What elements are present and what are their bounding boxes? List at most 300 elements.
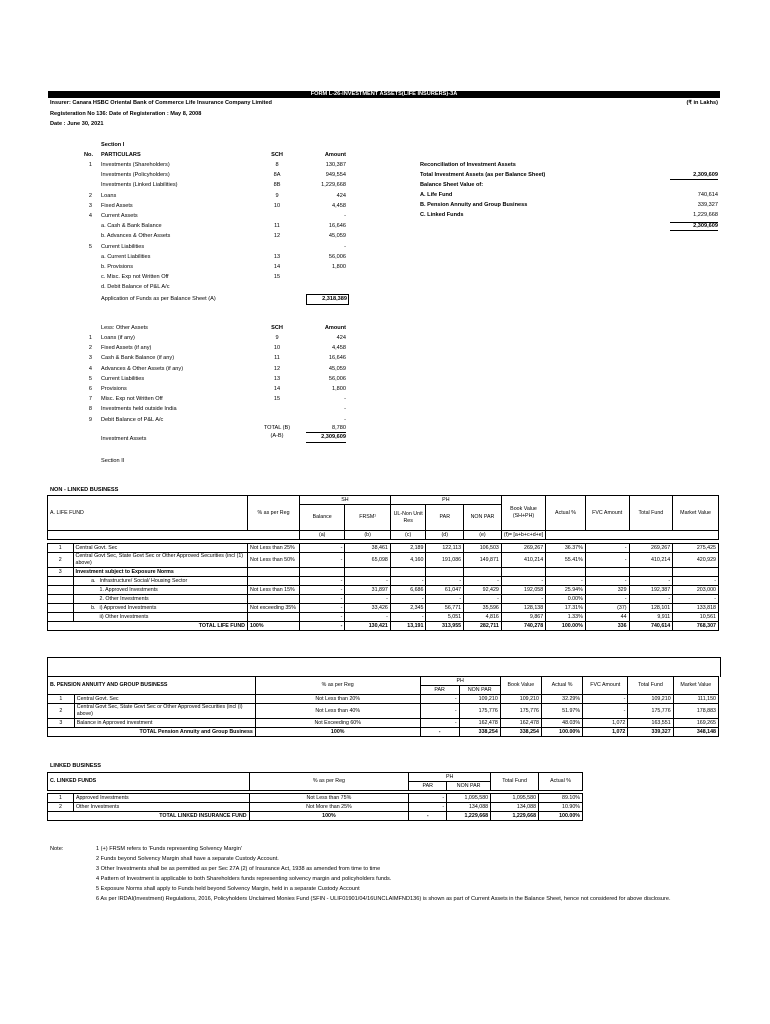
pension-row-tot: 163,551 — [628, 719, 673, 728]
pension-row-mkt: 111,150 — [673, 695, 718, 704]
less-row-no: 4 — [88, 365, 92, 372]
less-row-label: Loans (if any) — [101, 335, 135, 341]
pension-row-book: 175,776 — [500, 704, 541, 719]
col-no: No. — [84, 152, 94, 158]
life-row-book: - — [501, 577, 545, 586]
total-b-amount: 8,780 — [332, 425, 346, 431]
pension-row-mkt: 169,265 — [673, 719, 718, 728]
life-row-label-text: 2. Other Investments — [99, 595, 149, 602]
linked-h-total: Total Fund — [491, 773, 539, 791]
life-row-fvc: 329 — [585, 586, 629, 595]
pension-row-par: - — [420, 695, 459, 704]
less-row-no: 8 — [88, 406, 92, 413]
s1-row-amount: 424 — [336, 192, 346, 199]
linked-row-reg: Not Less than 75% — [249, 794, 409, 803]
life-row-par: - — [426, 577, 464, 586]
life-row-book — [501, 568, 545, 577]
less-row-label: Investments held outside India — [101, 406, 177, 413]
life-row-np: 4,816 — [464, 613, 502, 622]
recon-total-amount: 2,309,609 — [670, 172, 718, 180]
pension-row-tot: 109,210 — [628, 695, 673, 704]
life-row-frsm: - — [345, 595, 390, 604]
s1-row-label: b. Provisions — [101, 264, 134, 270]
pension-h-book: Book Value — [500, 677, 541, 695]
life-row-ul: 6,686 — [390, 586, 426, 595]
life-row-label — [73, 577, 247, 586]
life-row-no-text: 3 — [58, 568, 62, 575]
pension-row-act: 32.29% — [541, 695, 582, 704]
linked-row-par: - — [409, 803, 447, 812]
less-row-sch: 15 — [273, 396, 281, 403]
total-b-label: TOTAL (B) — [263, 425, 291, 431]
less-row-sch: 13 — [273, 375, 281, 382]
s1-row-sch: 13 — [273, 253, 281, 260]
less-row-amount: - — [344, 406, 346, 413]
life-row-fvc — [585, 568, 629, 577]
life-row-no — [48, 613, 74, 622]
less-row-no: 2 — [88, 345, 92, 352]
pension-row-book: 162,478 — [500, 719, 541, 728]
less-row-sch: 10 — [273, 345, 281, 352]
h-book-value: Book Value (SH+PH) — [501, 496, 545, 531]
life-fund-row — [48, 544, 719, 553]
pension-row-act: 48.03% — [541, 719, 582, 728]
spacer-box — [47, 657, 721, 677]
pension-h-market: Market Value — [673, 677, 718, 695]
pension-row-label: Balance in Approved investment — [74, 719, 255, 728]
pension-table — [47, 676, 719, 737]
s1-row-amount: 56,006 — [328, 253, 346, 260]
pension-total-nonpar: 338,254 — [459, 728, 500, 737]
recon-row-label: C. Linked Funds — [420, 212, 464, 218]
life-row-reg: Not Less than 15% — [248, 586, 300, 595]
life-row-np: - — [464, 577, 502, 586]
life-row-book: - — [501, 595, 545, 604]
life-row-fvc: 44 — [585, 613, 629, 622]
life-row-ul: 2,345 — [390, 604, 426, 613]
pension-h-reg: % as per Reg — [255, 677, 420, 695]
life-row-ul: 2,189 — [390, 544, 426, 553]
life-row-fvc: - — [585, 595, 629, 604]
life-total-actual: 100.00% — [546, 622, 586, 631]
less-row-label: Debit Balance of P&L A/c — [101, 416, 164, 423]
h-sh: SH — [299, 496, 390, 505]
investment-assets-amount: 2,309,609 — [306, 432, 346, 443]
life-row-reg — [248, 577, 300, 586]
life-row-bal — [299, 568, 344, 577]
linked-row-tot: 134,088 — [491, 803, 539, 812]
note-item: 5 Exposure Norms shall apply to Funds held beyond Solvency Margin, held in a separate Custody Account — [96, 886, 360, 892]
non-linked-heading: NON - LINKED BUSINESS — [50, 487, 119, 493]
recon-row-amount: 740,614 — [697, 192, 718, 198]
section2-heading: Section II — [101, 458, 125, 464]
life-row-mkt: 10,561 — [673, 613, 719, 622]
life-row-label — [73, 586, 247, 595]
col-particulars: PARTICULARS — [101, 152, 141, 158]
life-row-np: 92,429 — [464, 586, 502, 595]
pension-row — [48, 719, 719, 728]
life-row-ul: 4,160 — [390, 553, 426, 568]
s1-row-label: a. Current Liabilities — [101, 253, 151, 260]
life-row-bal: - — [299, 613, 344, 622]
s1-row-label: Current Liabilities — [101, 243, 145, 250]
life-row-tot: - — [629, 595, 673, 604]
sub-b: (b) — [345, 531, 390, 540]
life-row-label — [73, 613, 247, 622]
life-row-frsm — [345, 568, 390, 577]
life-row-mkt: 420,929 — [673, 553, 719, 568]
h-frsm: FRSM¹ — [345, 505, 390, 531]
life-fund-row — [48, 577, 719, 586]
s1-row-label: c. Misc. Exp not Written Off — [101, 274, 169, 281]
life-total-fund: 740,614 — [629, 622, 673, 631]
linked-row-np: 1,095,580 — [447, 794, 491, 803]
life-row-reg: Not Less than 25% — [248, 544, 300, 553]
life-row-tot: 269,267 — [629, 544, 673, 553]
s1-row-amount: 4,458 — [332, 202, 346, 209]
life-row-np — [464, 568, 502, 577]
less-row-label: Misc. Exp not Written Off — [101, 396, 163, 403]
life-row-label — [73, 544, 247, 553]
life-fund-row — [48, 595, 719, 604]
life-row-book: 410,214 — [501, 553, 545, 568]
h-market-value: Market Value — [673, 496, 719, 531]
pension-row-np: 175,776 — [459, 704, 500, 719]
life-row-par: - — [426, 595, 464, 604]
s1-row-amount: 45,059 — [328, 233, 346, 240]
linked-label: C. LINKED FUNDS — [48, 773, 250, 791]
life-row-fvc: - — [585, 544, 629, 553]
pension-total-fund: 339,327 — [628, 728, 673, 737]
life-row-par: 56,771 — [426, 604, 464, 613]
life-row-no-text: 2 — [58, 556, 62, 563]
life-row-no-text: 1 — [58, 544, 62, 551]
life-row-frsm: 33,426 — [345, 604, 390, 613]
s1-row-sch: 15 — [273, 274, 281, 281]
life-row-fvc: - — [585, 577, 629, 586]
s1-row-no: 3 — [88, 202, 92, 209]
s1-row-no: 4 — [88, 213, 92, 219]
note-item: 1 (+) FRSM refers to 'Funds representing Solvency Margin' — [96, 846, 242, 852]
life-row-reg — [248, 595, 300, 604]
pension-total-fvc: 1,072 — [583, 728, 628, 737]
life-row-label-text: Central Govt Sec, State Govt Sec or Other Approved Securities (incl (1) above) — [75, 553, 244, 566]
note-item: 4 Pattern of Investment is applicable to both Shareholders funds representing solvency margin and policyholders funds. — [96, 876, 392, 882]
s1-row-no: 1 — [88, 162, 92, 168]
life-row-book: 192,058 — [501, 586, 545, 595]
s1-row-label: a. Cash & Bank Balance — [101, 223, 162, 230]
life-row-act — [546, 568, 586, 577]
s1-row-sch: 9 — [275, 192, 279, 199]
investment-assets-label: Investment Assets — [101, 436, 147, 442]
less-row-no: 5 — [88, 375, 92, 382]
recon-bs-label: Balance Sheet Value of: — [420, 182, 484, 188]
sub-d: (d) — [426, 531, 464, 540]
life-row-frsm: - — [345, 577, 390, 586]
linked-row-no: 1 — [48, 794, 74, 803]
pension-h-nonpar: NON PAR — [459, 686, 500, 695]
less-row-sch: 9 — [275, 335, 279, 341]
less-row-sch: 14 — [273, 386, 281, 392]
life-row-mkt: - — [673, 595, 719, 604]
life-total-par: 313,955 — [426, 622, 464, 631]
linked-row-no: 2 — [48, 803, 74, 812]
life-row-mkt: 133,818 — [673, 604, 719, 613]
life-row-frsm: 38,461 — [345, 544, 390, 553]
pension-row-fvc: 1,072 — [583, 719, 628, 728]
life-row-bal: - — [299, 544, 344, 553]
pension-row-reg: Not Less than 40% — [255, 704, 420, 719]
sub-a: (a) — [299, 531, 344, 540]
less-row-amount: 16,646 — [328, 355, 346, 362]
units-label: (₹ in Lakhs) — [686, 100, 718, 106]
recon-heading: Reconciliation of Investment Assets — [420, 162, 516, 168]
life-fund-table — [47, 495, 719, 631]
life-fund-row — [48, 553, 719, 568]
pension-row-par: - — [420, 719, 459, 728]
life-row-fvc: (37) — [585, 604, 629, 613]
linked-heading: LINKED BUSINESS — [50, 763, 101, 769]
life-row-tot: 128,101 — [629, 604, 673, 613]
h-non-par: NON PAR — [464, 505, 502, 531]
life-row-tot — [629, 568, 673, 577]
pension-h-actual: Actual % — [541, 677, 582, 695]
life-row-act: - — [546, 577, 586, 586]
less-row-amount: - — [344, 416, 346, 423]
notes-label: Note: — [50, 846, 64, 852]
life-row-label-text: Central Govt. Sec — [75, 544, 118, 551]
recon-sum-amount: 2,309,609 — [670, 222, 718, 231]
linked-row — [48, 794, 583, 803]
pension-row-par: - — [420, 704, 459, 719]
h-balance: Balance — [299, 505, 344, 531]
col-amount-2: Amount — [324, 325, 346, 331]
s1-row-no: 5 — [88, 243, 92, 250]
form-title: FORM L-26-INVESTMENT ASSETS(LIFE INSURERS)-3A — [48, 91, 720, 98]
s1-row-label: Investments (Linked Liabilities) — [101, 182, 178, 189]
life-row-no — [48, 568, 74, 577]
life-row-frsm: - — [345, 613, 390, 622]
s1-row-amount: - — [344, 213, 346, 219]
s1-row-amount: 949,554 — [325, 172, 346, 179]
life-row-act: 55.41% — [546, 553, 586, 568]
life-row-reg — [248, 568, 300, 577]
h-ul-non-unit: UL-Non Unit Res — [390, 505, 426, 531]
less-row-amount: 56,006 — [328, 375, 346, 382]
life-row-tot: 192,387 — [629, 586, 673, 595]
s1-row-sch: 8 — [275, 162, 279, 168]
life-row-label-text: ii) Other Investments — [99, 613, 149, 620]
life-row-label — [73, 553, 247, 568]
s1-row-label: Current Assets — [101, 213, 138, 219]
col-amount: Amount — [324, 152, 346, 158]
less-row-label: Provisions — [101, 386, 127, 392]
linked-row-tot: 1,095,580 — [491, 794, 539, 803]
pension-row-tot: 175,776 — [628, 704, 673, 719]
linked-total-nonpar: 1,229,668 — [447, 812, 491, 821]
note-item: 2 Funds beyond Solvency Margin shall have a separate Custody Account. — [96, 856, 279, 862]
h-ph: PH — [390, 496, 501, 505]
linked-h-ph: PH — [409, 773, 491, 782]
less-heading: Less: Other Assets — [101, 325, 148, 331]
life-row-tot: - — [629, 577, 673, 586]
pension-row-label: Central Govt. Sec — [74, 695, 255, 704]
pension-total-market: 348,148 — [673, 728, 718, 737]
less-row-no: 1 — [88, 335, 92, 341]
linked-row-label: Approved Investments — [73, 794, 249, 803]
col-sch: SCH — [271, 152, 283, 158]
less-row-label: Current Liabilities — [101, 375, 145, 382]
life-row-np: 149,871 — [464, 553, 502, 568]
pension-total-reg: 100% — [255, 728, 420, 737]
life-row-bal: - — [299, 595, 344, 604]
life-row-no — [48, 595, 74, 604]
linked-h-actual: Actual % — [539, 773, 583, 791]
life-total-book: 740,278 — [501, 622, 545, 631]
pension-total-book: 338,254 — [500, 728, 541, 737]
life-row-frsm: 65,098 — [345, 553, 390, 568]
linked-h-nonpar: NON PAR — [447, 782, 491, 791]
less-row-amount: 4,458 — [332, 345, 346, 352]
pension-row-fvc: - — [583, 704, 628, 719]
life-row-no — [48, 553, 74, 568]
life-row-frsm: 31,897 — [345, 586, 390, 595]
life-row-reg: Not Less than 50% — [248, 553, 300, 568]
linked-row-label: Other Investments — [73, 803, 249, 812]
s1-row-label: Investments (Shareholders) — [101, 162, 170, 168]
life-row-no — [48, 577, 74, 586]
registration: Registeration No 136: Date of Registeration : May 8, 2008 — [50, 111, 202, 117]
pension-row-fvc: - — [583, 695, 628, 704]
life-total-label: TOTAL LIFE FUND — [48, 622, 248, 631]
linked-h-reg: % as per Reg — [249, 773, 409, 791]
s1-row-sch: 10 — [273, 202, 281, 209]
pension-row-mkt: 178,883 — [673, 704, 718, 719]
s1-row-sch: 8A — [273, 172, 281, 179]
life-row-no — [48, 544, 74, 553]
life-row-label — [73, 595, 247, 604]
sub-f: (f)= [a+b+c+d+e] — [501, 531, 545, 540]
pension-row-no: 1 — [48, 695, 75, 704]
life-row-np: - — [464, 595, 502, 604]
pension-row-no: 2 — [48, 704, 75, 719]
life-fund-row — [48, 568, 719, 577]
h-par: PAR — [426, 505, 464, 531]
less-row-no: 3 — [88, 355, 92, 362]
linked-total-par: - — [409, 812, 447, 821]
life-row-mkt: 203,000 — [673, 586, 719, 595]
life-row-par: 122,113 — [426, 544, 464, 553]
h-asper-reg: % as per Reg — [248, 496, 300, 531]
life-row-label — [73, 568, 247, 577]
pension-total-actual: 100.00% — [541, 728, 582, 737]
linked-table — [47, 772, 583, 821]
linked-row-par: - — [409, 794, 447, 803]
life-row-ul — [390, 568, 426, 577]
life-row-np: 35,596 — [464, 604, 502, 613]
h-total-fund: Total Fund — [629, 496, 673, 531]
linked-row-act: 10.90% — [539, 803, 583, 812]
linked-h-par: PAR — [409, 782, 447, 791]
s1-row-amount: 130,387 — [325, 162, 346, 168]
life-row-bal: - — [299, 604, 344, 613]
less-row-no: 7 — [88, 396, 92, 403]
pension-row — [48, 704, 719, 719]
less-row-sch: 11 — [274, 355, 280, 362]
life-row-bal: - — [299, 577, 344, 586]
note-item: 6 As per IRDAI(Investment) Regulations, 2016, Policyholders Unclaimed Monies Fund (SFIN - ULIF01901/04/16UNCLAIMFND136) is shown as part of Current Assets in the Balance Sheet, hence not considered for above disclosure. — [96, 896, 671, 902]
pension-row-reg: Not Exceeding 60% — [255, 719, 420, 728]
life-row-par: 5,051 — [426, 613, 464, 622]
life-row-par: 61,047 — [426, 586, 464, 595]
pension-row-label: Central Govt Sec, State Govt Sec or Other Approved Securities (incl (i) above) — [74, 704, 255, 719]
pension-h-ph: PH — [420, 677, 500, 686]
life-row-sub: b. — [91, 604, 96, 611]
linked-total-fund: 1,229,668 — [491, 812, 539, 821]
pension-row-no: 3 — [48, 719, 75, 728]
less-row-no: 6 — [88, 386, 92, 392]
report-date: Date : June 30, 2021 — [50, 121, 104, 127]
life-row-act: 17.31% — [546, 604, 586, 613]
life-row-label-text: 1. Approved Investments — [99, 586, 158, 593]
pension-h-total: Total Fund — [628, 677, 673, 695]
life-fund-label: A. LIFE FUND — [48, 496, 248, 531]
pension-row — [48, 695, 719, 704]
s1-row-sch: 12 — [273, 233, 281, 240]
less-row-label: Cash & Bank Balance (if any) — [101, 355, 175, 362]
pension-h-par: PAR — [420, 686, 459, 695]
col-sch-2: SCH — [271, 325, 283, 331]
life-total-bal: - — [299, 622, 344, 631]
life-row-sub: a. — [91, 577, 96, 584]
life-total-frsm: 130,421 — [345, 622, 390, 631]
life-total-ul: 13,191 — [390, 622, 426, 631]
less-row-no: 9 — [88, 416, 92, 423]
pension-h-fvc: FVC Amount — [583, 677, 628, 695]
s1-row-amount: - — [344, 243, 346, 250]
recon-row-amount: 1,229,668 — [693, 212, 718, 218]
application-label: Application of Funds as per Balance Sheet (A) — [101, 296, 216, 302]
less-row-amount: - — [344, 396, 346, 403]
linked-total-actual: 100.00% — [539, 812, 583, 821]
life-row-ul: - — [390, 577, 426, 586]
life-total-reg: 100% — [248, 622, 300, 631]
application-amount: 2,318,389 — [306, 294, 349, 305]
linked-row-np: 134,088 — [447, 803, 491, 812]
pension-total-label: TOTAL Pension Annuity and Group Business — [48, 728, 256, 737]
s1-row-sch: 11 — [274, 223, 280, 230]
s1-row-label: Investments (Policyholders) — [101, 172, 170, 179]
life-fund-row — [48, 613, 719, 622]
life-row-label-text: Investment subject to Exposure Norms — [75, 568, 174, 575]
recon-row-label: B. Pension Annuity and Group Business — [420, 202, 528, 208]
h-actual: Actual % — [546, 496, 586, 531]
s1-row-sch: 8B — [273, 182, 281, 189]
less-row-label: Advances & Other Assets (if any) — [101, 365, 184, 372]
life-fund-row — [48, 604, 719, 613]
life-row-label — [73, 604, 247, 613]
s1-row-amount: 1,800 — [332, 264, 346, 270]
life-row-no — [48, 604, 74, 613]
life-row-ul: - — [390, 595, 426, 604]
pension-total-par: - — [420, 728, 459, 737]
life-row-mkt — [673, 568, 719, 577]
life-total-market: 768,307 — [673, 622, 719, 631]
pension-row-book: 109,210 — [500, 695, 541, 704]
less-row-label: Fixed Assets (if any) — [101, 345, 152, 352]
s1-row-label: Loans — [101, 192, 117, 199]
life-row-np: 106,503 — [464, 544, 502, 553]
